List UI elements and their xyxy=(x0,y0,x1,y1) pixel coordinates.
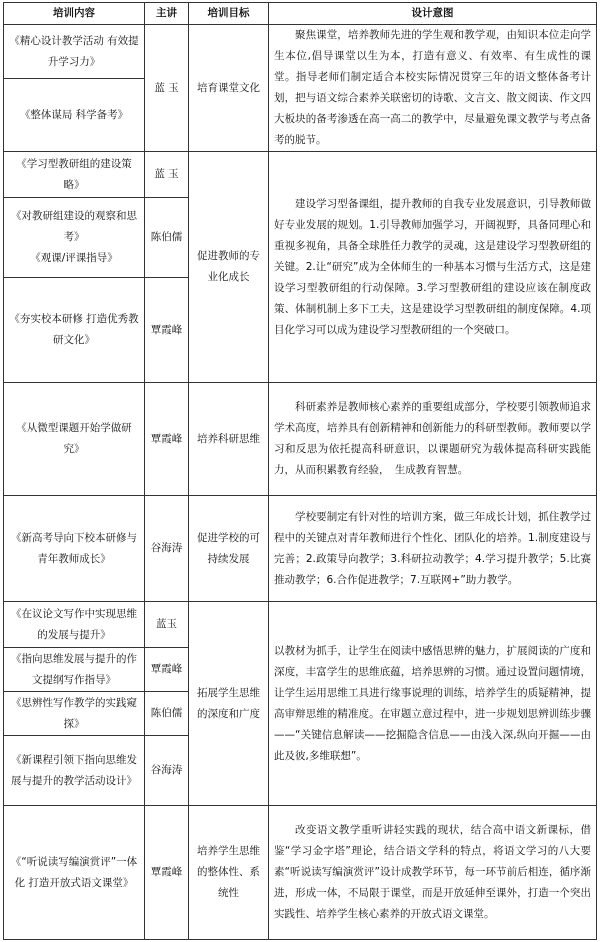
training-topic: 《从微型课题开始学做研究》 xyxy=(4,383,145,496)
training-topic: 《对教研组建设的观察和思考》 《观课/评课指导》 xyxy=(4,198,145,278)
training-goal: 培育课堂文化 xyxy=(189,25,269,152)
lecturer-cell: 覃霞峰 xyxy=(145,383,189,496)
design-intent: 学校要制定有针对性的培训方案，做三年成长计划，抓住教学过程中的关键点对青年教师进行个性化、团队化的培养。1.制度建设与完善；2.政策导向教学；3.科研拉动教学；4.学习提升教学；5.比赛推动教学；6.合作促进教学；7.互联网+”助力教学。 xyxy=(269,496,597,602)
lecturer-cell: 蓝玉 xyxy=(145,602,189,648)
design-intent: 聚焦课堂，培养教师先进的学生观和教学观，由知识本位走向学生本位,倡导课堂以生为本，打造有意义、有效率、有生成性的课堂。指导老师们制定适合本校实际情况贯穿三年的语文整体备考计划，把与语文综合素养关联密切的诗歌、文言文、散文阅读、作文四大板块的备考渗透在高一高二的教学中，尽量避免课文教学与考点备考的脱节。 xyxy=(269,25,597,152)
training-goal: 拓展学生思维的深度和广度 xyxy=(189,602,269,806)
training-plan-table xyxy=(3,2,597,940)
lecturer-cell: 覃霞峰 xyxy=(145,648,189,692)
table-row xyxy=(4,602,597,648)
lecturer-cell: 谷海涛 xyxy=(145,736,189,806)
training-topic: 《新高考导向下校本研修与青年教师成长》 xyxy=(4,496,145,602)
training-topic: 《在议论文写作中实现思维的发展与提升》 xyxy=(4,602,145,648)
training-goal: 促进教师的专业化成长 xyxy=(189,152,269,383)
training-goal: 培养科研思维 xyxy=(189,383,269,496)
header-row xyxy=(4,3,597,25)
header-content: 培训内容 xyxy=(4,3,145,25)
lecturer-cell: 陈伯儒 xyxy=(145,198,189,278)
training-topic: 《指向思维发展与提升的作文提纲写作指导》 xyxy=(4,648,145,692)
table-row xyxy=(4,806,597,940)
lecturer-cell: 谷海涛 xyxy=(145,496,189,602)
design-intent: 科研素养是教师核心素养的重要组成部分，学校要引领教师追求学术高度，培养具有创新精神和创新能力的科研型教师。教师要以学习和反思为依托提高科研意识，以课题研究为载体提高科研实践能力，从而积累教育经验， 生成教育智慧。 xyxy=(269,383,597,496)
header-goal: 培训目标 xyxy=(189,3,269,25)
table-row xyxy=(4,383,597,496)
lecturer-cell: 陈伯儒 xyxy=(145,692,189,736)
training-topic: 《“听说读写编演赏评”一体化 打造开放式语文课堂》 xyxy=(4,806,145,940)
training-topic: 《夯实校本研修 打造优秀教研文化》 xyxy=(4,278,145,383)
training-topic: 《新课程引领下指向思维发展与提升的教学活动设计》 xyxy=(4,736,145,806)
training-goal: 培养学生思维的整体性、系统性 xyxy=(189,806,269,940)
header-intent: 设计意图 xyxy=(269,3,597,25)
training-topic: 《整体谋局 科学备考》 xyxy=(4,79,145,152)
table-row xyxy=(4,496,597,602)
lecturer-cell: 覃霞峰 xyxy=(145,278,189,383)
table-row xyxy=(4,25,597,79)
training-topic: 《思辨性写作教学的实践窥探》 xyxy=(4,692,145,736)
training-topic: 《精心设计教学活动 有效提升学习力》 xyxy=(4,25,145,79)
table-row xyxy=(4,152,597,198)
design-intent: 以教材为抓手，让学生在阅读中感悟思辨的魅力，扩展阅读的广度和深度，丰富学生的思维底蕴，培养思辨的习惯。通过设置问题情境，让学生运用思维工具进行缘事说理的训练，培养学生的质疑精神，提高审辩思维的精准度。在审题立意过程中，进一步规划思辨训练步骤——“关键信息解读——挖掘隐含信息——由浅入深,纵向开掘——由此及彼,多维联想”。 xyxy=(269,602,597,806)
header-lecturer: 主讲 xyxy=(145,3,189,25)
design-intent: 改变语文教学重听讲轻实践的现状，结合高中语文新课标，借鉴“学习金字塔”理论，结合语文学科的特点，将语文学习的八大要素“听说读写编演赏评”设计成教学环节，每一环节前后相连，循序渐进，形成一体，不局限于课堂，而是开放延伸至课外，打造一个突出实践性、培养学生核心素养的开放式语文课堂。 xyxy=(269,806,597,940)
design-intent: 建设学习型备课组，提升教师的自我专业发展意识，引导教师做好专业发展的规划。1.引导教师加强学习，开阔视野，具备同理心和重视多视角，具备全球胜任力教学的灵魂，这是建设学习型教研组的关键。2.让“研究”成为全体师生的一种基本习惯与生活方式，这是建设学习型教研组的行动保障。3.学习型教研组的建设应该在制度政策、体制机制上多下工夫，这是建设学习型教研组的制度保障。4.项目化学习可以成为建设学习型教研组的一个突破口。 xyxy=(269,152,597,383)
training-goal: 促进学校的可持续发展 xyxy=(189,496,269,602)
lecturer-cell: 蓝 玉 xyxy=(145,152,189,198)
lecturer-cell: 蓝 玉 xyxy=(145,25,189,152)
training-topic: 《学习型教研组的建设策略》 xyxy=(4,152,145,198)
lecturer-cell: 覃霞峰 xyxy=(145,806,189,940)
